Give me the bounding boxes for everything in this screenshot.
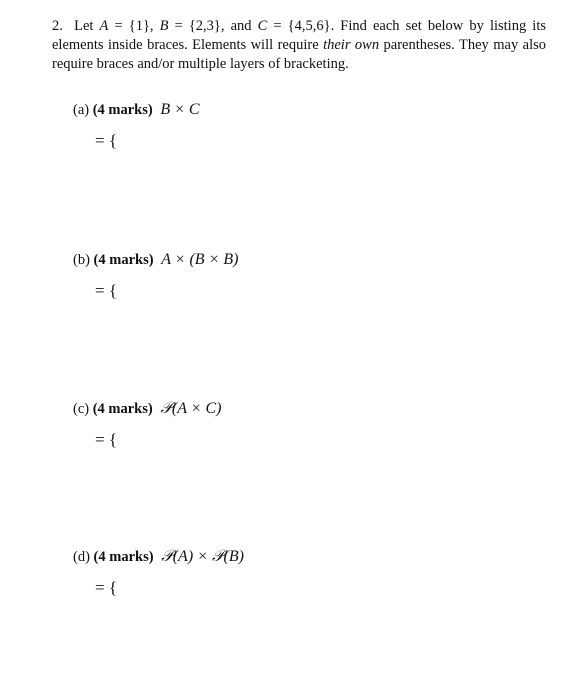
part-c-answer-start: = { <box>95 430 117 449</box>
question-2 <box>52 17 546 74</box>
part-a-label: (a) <box>73 102 90 118</box>
part-d-label: (d) <box>73 549 90 565</box>
part-b-expression: A × (B × B) <box>161 251 239 268</box>
set-b-symbol: B <box>159 18 169 34</box>
part-a-heading <box>73 101 533 119</box>
set-c-symbol: C <box>257 18 268 34</box>
part-a-marks: (4 marks) <box>92 102 153 118</box>
set-c-value: {4,5,6} <box>287 18 331 34</box>
part-c <box>73 400 533 449</box>
part-a <box>73 101 533 150</box>
question-number: 2. <box>52 18 63 34</box>
part-c-label: (c) <box>73 401 90 417</box>
set-a-symbol: A <box>99 18 109 34</box>
part-b <box>73 251 533 300</box>
emphasis-text: their own <box>323 37 380 53</box>
part-a-expression: B × C <box>160 101 200 118</box>
part-d <box>73 548 533 597</box>
part-b-answer-start: = { <box>95 281 117 300</box>
part-b-heading <box>73 251 533 269</box>
part-c-expression: 𝒫(A × C) <box>160 400 222 417</box>
part-b-label: (b) <box>73 252 90 268</box>
set-b-value: {2,3} <box>188 18 221 34</box>
part-d-expression: 𝒫(A) × 𝒫(B) <box>161 548 244 565</box>
part-d-answer-start: = { <box>95 578 117 597</box>
part-c-marks: (4 marks) <box>92 401 153 417</box>
question-prompt: Let A = {1}, B = {2,3}, and C = {4,5,6}. Find each set below by listing its elements inside braces. Elements will require their own parentheses. They may also require braces and/or multiple layers of bracketing. <box>52 18 546 72</box>
part-b-marks: (4 marks) <box>93 252 154 268</box>
part-d-marks: (4 marks) <box>93 549 154 565</box>
part-c-heading <box>73 400 533 418</box>
part-d-heading <box>73 548 533 566</box>
set-a-value: {1} <box>128 18 150 34</box>
part-a-answer-start: = { <box>95 131 117 150</box>
